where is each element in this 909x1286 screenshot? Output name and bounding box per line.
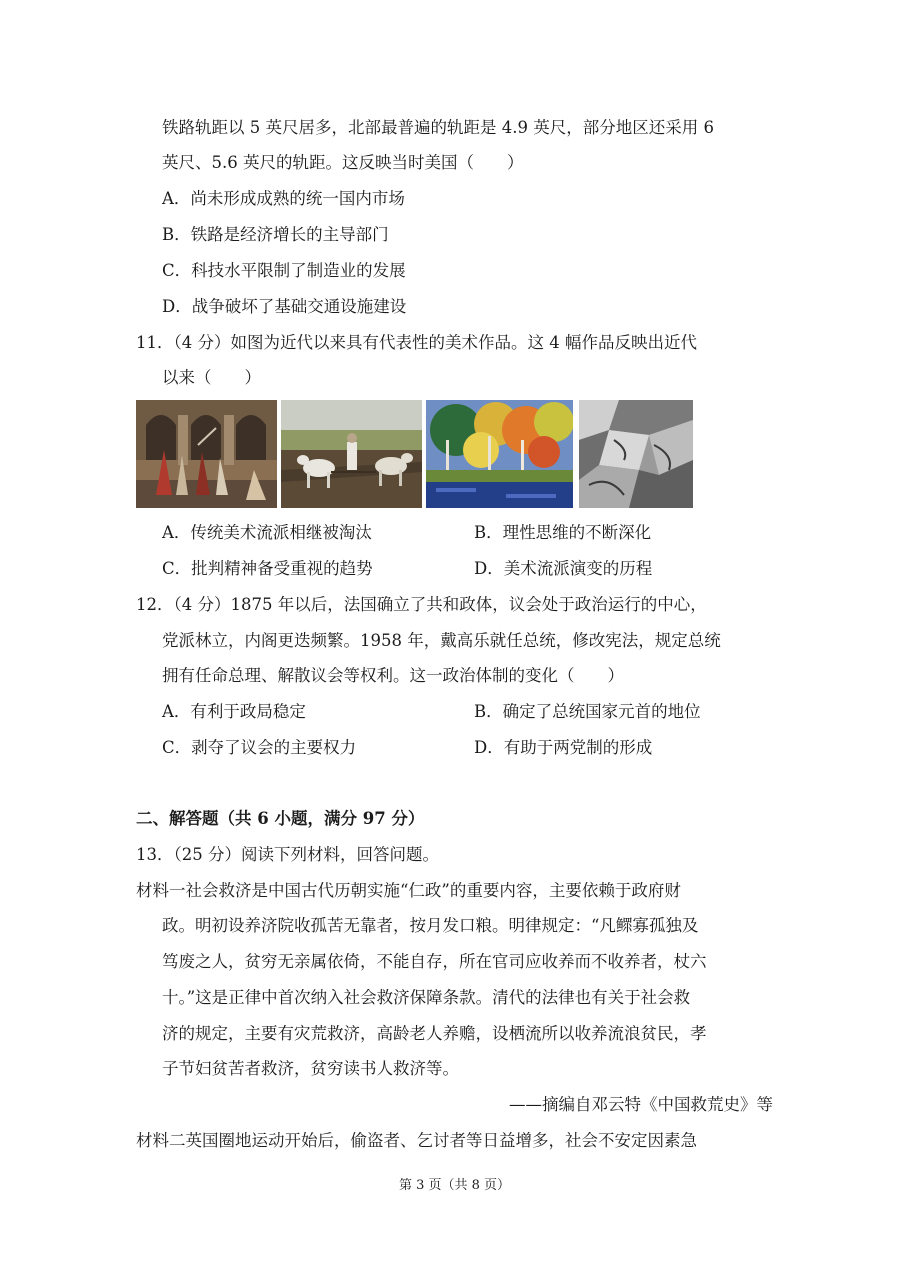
section-heading: 二、解答题（共 6 小题，满分 97 分） [136,809,425,828]
material1-line: 十。”这是正律中首次纳入社会救济保障条款。清代的法律也有关于社会救 [162,988,691,1007]
q12-option-c: C．剥夺了议会的主要权力 [162,738,357,757]
q10-option-b: B．铁路是经济增长的主导部门 [162,225,389,244]
q11-option-a: A．传统美术流派相继被淘汰 [162,523,372,542]
q11-stem-line2: 以来（ ） [162,368,261,387]
q12-stem-line1: 12．（4 分）1875 年以后，法国确立了共和政体，议会处于政治运行的中心， [136,595,707,614]
material1-line: 济的规定，主要有灾荒救济，高龄老人养赡，设栖流所以收养流浪贫民，孝 [162,1024,707,1043]
q12-option-d: D．有助于两党制的形成 [474,738,653,757]
page-footer: 第 3 页（共 8 页） [398,1178,511,1193]
q12-option-a: A．有利于政局稳定 [162,702,306,721]
material1-line: 政。明初设养济院收孤苦无靠者，按月发口粮。明律规定：“凡鳏寡孤独及 [162,916,699,935]
q10-option-a: A．尚未形成成熟的统一国内市场 [162,189,405,208]
q12-stem-line2: 党派林立，内阁更迭频繁。1958 年，戴高乐就任总统，修改宪法，规定总统 [162,631,721,650]
q10-stem-line1: 铁路轨距以 5 英尺居多，北部最普遍的轨距是 4.9 英尺，部分地区还采用 6 [162,118,714,137]
material1-line: 子节妇贫苦者救济，贫穷读书人救济等。 [162,1059,459,1078]
material1-source: ——摘编自邓云特《中国救荒史》等 [509,1095,773,1114]
q11-option-b: B．理性思维的不断深化 [474,523,652,542]
artwork-autumn-painting [426,400,573,508]
material2-line: 材料二英国圈地运动开始后，偷盗者、乞讨者等日益增多，社会不安定因素急 [136,1131,697,1150]
q11-stem-line1: 11．（4 分）如图为近代以来具有代表性的美术作品。这 4 幅作品反映出近代 [136,333,697,352]
q12-stem-line3: 拥有任命总理、解散议会等权利。这一政治体制的变化（ ） [162,666,624,685]
artwork-abstract-painting [579,400,693,508]
q13-intro: 13．（25 分）阅读下列材料，回答问题。 [136,845,439,864]
material1-line: 笃废之人，贫穷无亲属依倚，不能自存，所在官司应收养而不收养者，杖六 [162,952,707,971]
q10-option-c: C．科技水平限制了制造业的发展 [162,261,406,280]
q11-option-c: C．批判精神备受重视的趋势 [162,559,373,578]
q10-option-d: D．战争破坏了基础交通设施建设 [162,297,407,316]
artwork-classical-painting [136,400,277,508]
q10-stem-line2: 英尺、5.6 英尺的轨距。这反映当时美国（ ） [162,153,524,172]
q11-option-d: D．美术流派演变的历程 [474,559,653,578]
q12-option-b: B．确定了总统国家元首的地位 [474,702,701,721]
artwork-plowing-painting [281,400,422,508]
material1-line: 材料一社会救济是中国古代历朝实施“仁政”的重要内容，主要依赖于政府财 [136,881,681,900]
